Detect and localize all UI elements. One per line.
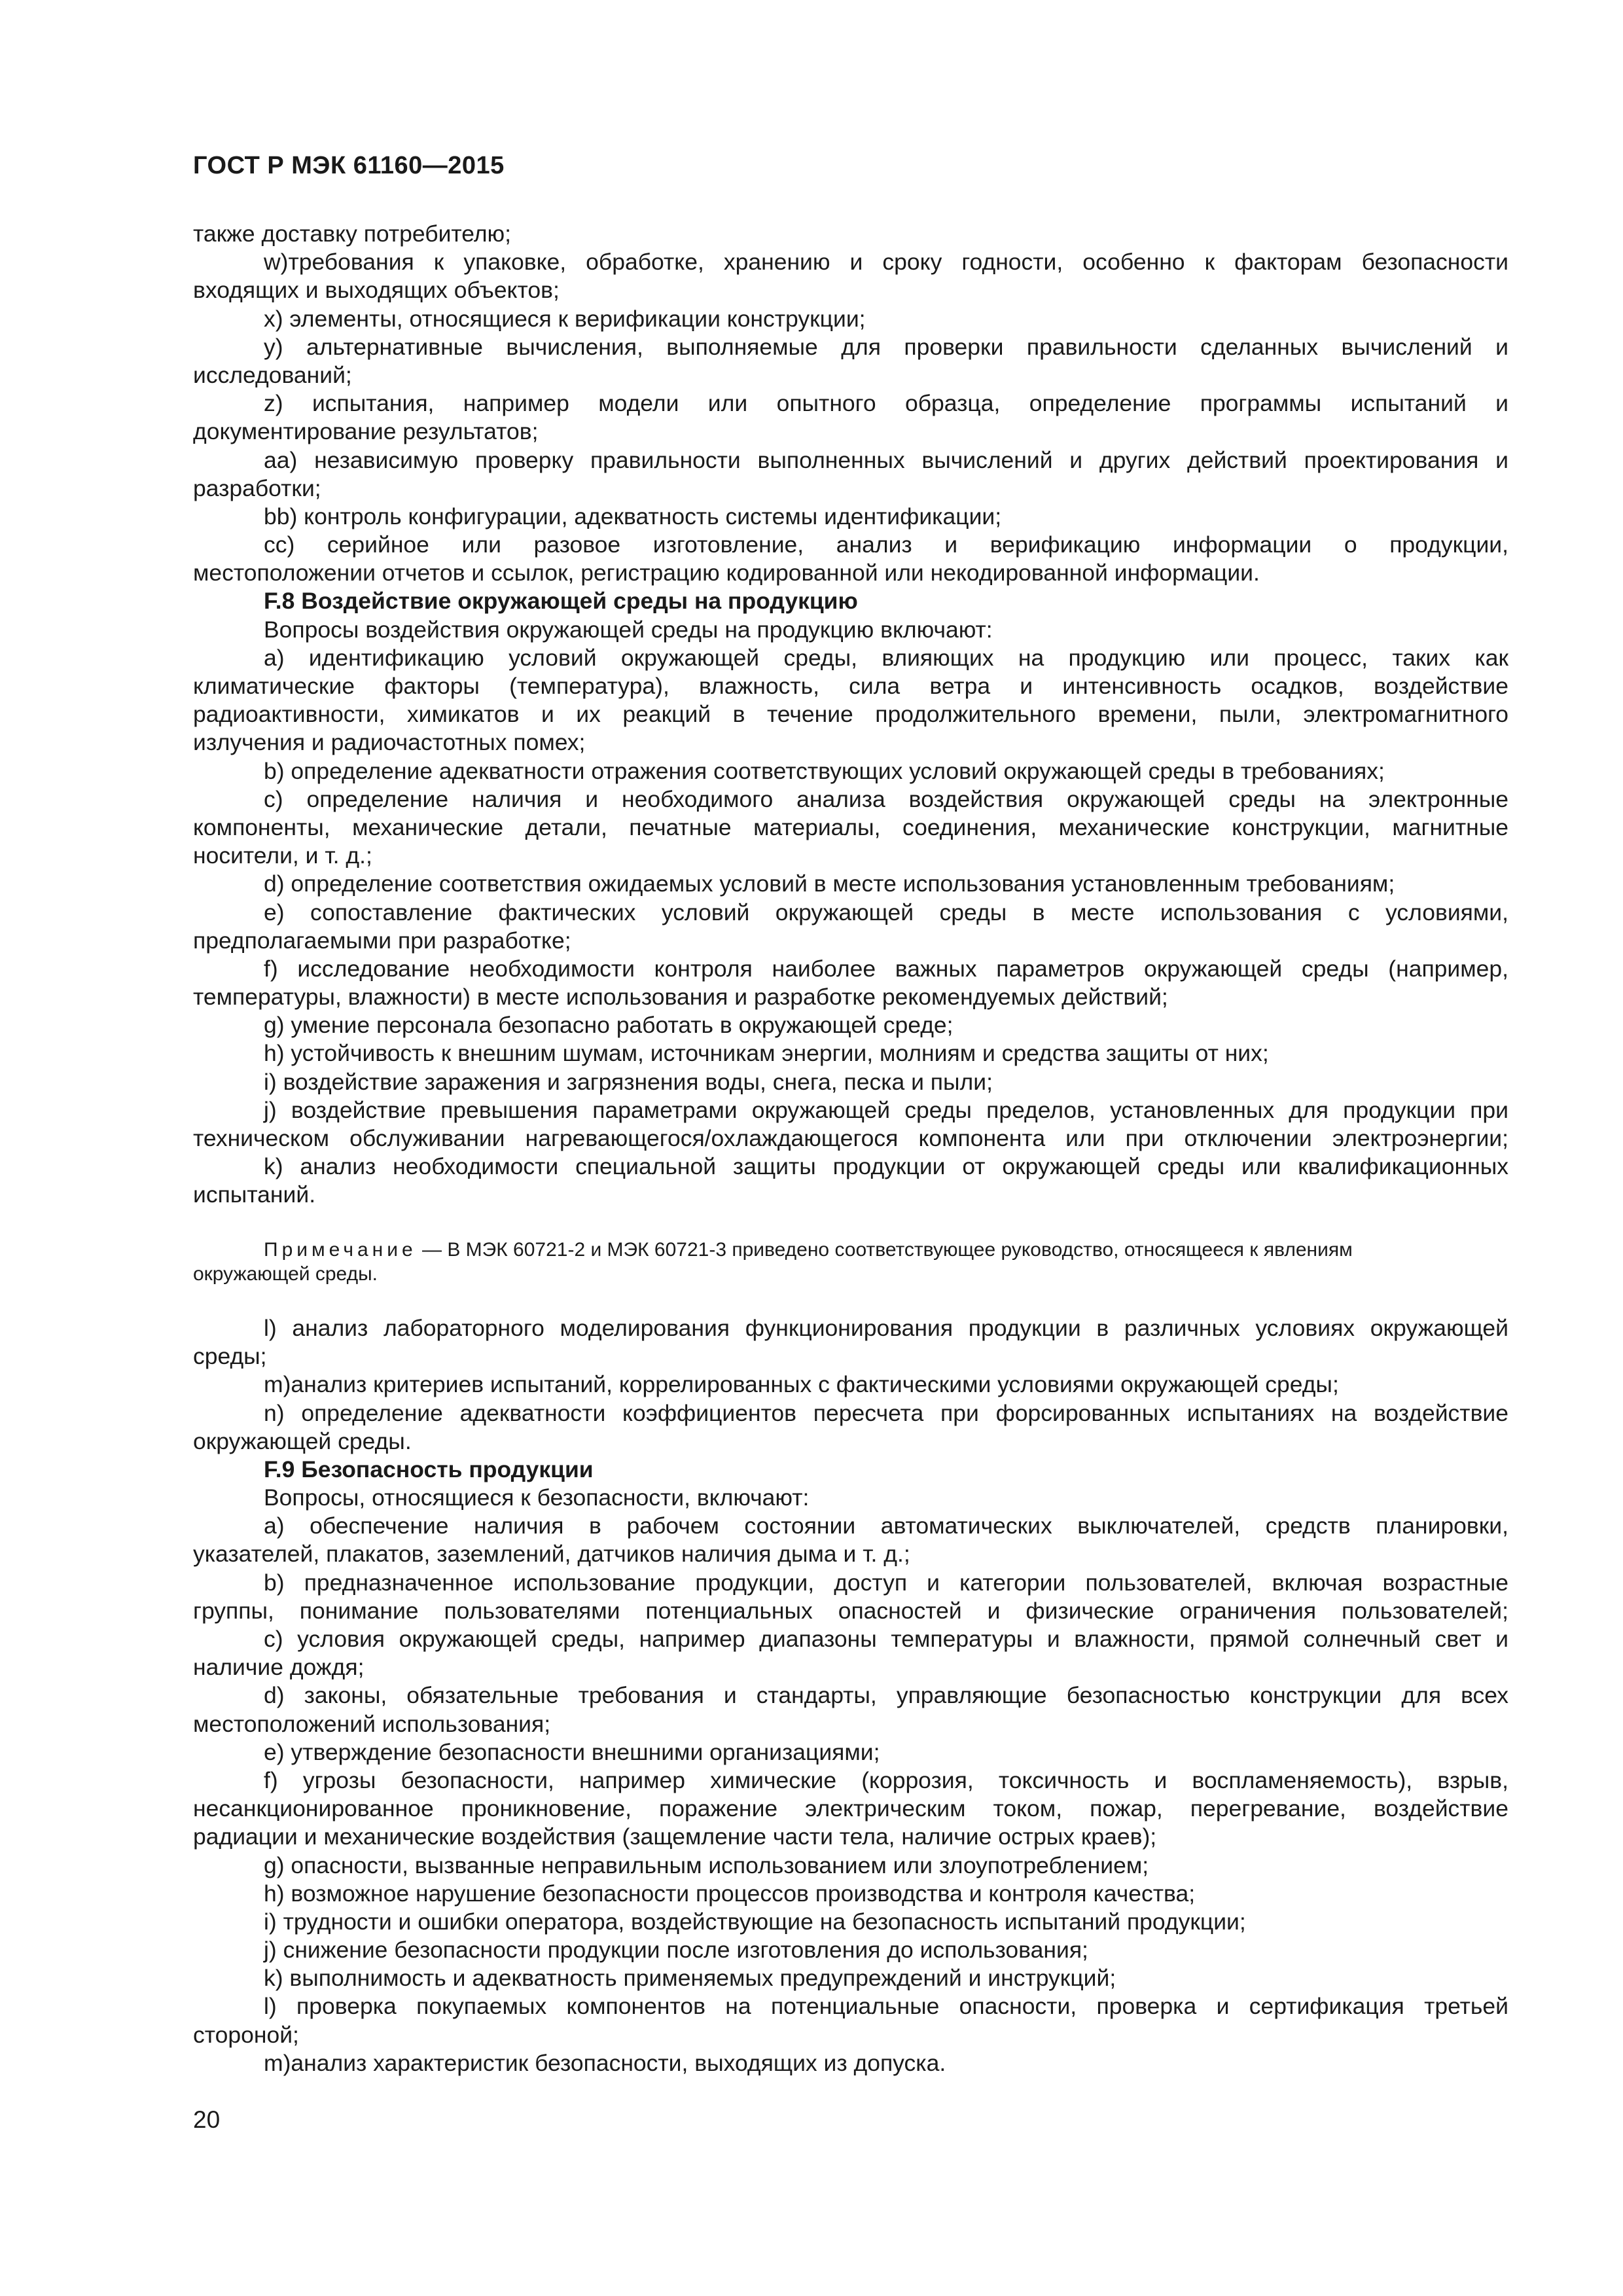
text-line: радиации и механические воздействия (защемление части тела, наличие острых краев); bbox=[193, 1823, 1157, 1850]
text-line: d) законы, обязательные требования и стандарты, управляющие безопасностью конструкции для всех bbox=[264, 1682, 1508, 1709]
text-line: z) испытания, например модели или опытного образца, определение программы испытаний и bbox=[264, 390, 1508, 417]
text-line: окружающей среды. bbox=[193, 1427, 412, 1454]
text-line: j) снижение безопасности продукции после изготовления до использования; bbox=[264, 1937, 1088, 1964]
text-line: Вопросы воздействия окружающей среды на продукцию включают: bbox=[264, 616, 993, 643]
note-text: — В МЭК 60721-2 и МЭК 60721-3 приведено соответствующее руководство, относящееся к явлениям bbox=[416, 1238, 1353, 1261]
text-line: w)требования к упаковке, обработке, хранению и сроку годности, особенно к факторам безопасности bbox=[264, 249, 1508, 276]
text-line: местоположении отчетов и ссылок, регистрацию кодированной или некодированной информации. bbox=[193, 560, 1260, 586]
text-line: группы, понимание пользователями потенциальных опасностей и физические ограничения пользователей; bbox=[193, 1597, 1508, 1624]
page-number: 20 bbox=[193, 2106, 221, 2133]
text-line: k) выполнимость и адекватность применяемых предупреждений и инструкций; bbox=[264, 1965, 1116, 1992]
text-line: указателей, плакатов, заземлений, датчиков наличия дыма и т. д.; bbox=[193, 1541, 910, 1568]
list-continuation bbox=[193, 220, 1508, 587]
text-line: документирование результатов; bbox=[193, 418, 539, 445]
document-body bbox=[193, 220, 1508, 2077]
text-line: l) проверка покупаемых компонентов на потенциальные опасности, проверка и сертификация третьей bbox=[264, 1993, 1508, 2020]
text-line: входящих и выходящих объектов; bbox=[193, 277, 560, 304]
text-line: стороной; bbox=[193, 2021, 299, 2048]
text-line: i) воздействие заражения и загрязнения воды, снега, песка и пыли; bbox=[264, 1068, 993, 1095]
text-line: n) определение адекватности коэффициентов пересчета при форсированных испытаниях на воздействие bbox=[264, 1399, 1508, 1426]
text-line: h) возможное нарушение безопасности процессов производства и контроля качества; bbox=[264, 1880, 1196, 1907]
text-line: исследований; bbox=[193, 361, 352, 388]
text-line: компоненты, механические детали, печатные материалы, соединения, механические конструкции, магнитные bbox=[193, 814, 1508, 840]
text-line: e) сопоставление фактических условий окружающей среды в месте использования с условиями, bbox=[264, 899, 1508, 925]
document-header: ГОСТ Р МЭК 61160—2015 bbox=[193, 152, 505, 179]
section-f8-list bbox=[193, 616, 1508, 1210]
text-line: b) определение адекватности отражения соответствующих условий окружающей среды в требованиях; bbox=[264, 757, 1385, 784]
section-f9-list bbox=[193, 1484, 1508, 2077]
text-line: радиоактивности, химикатов и их реакций в течение продолжительного времени, пыли, электромагнитного bbox=[193, 701, 1508, 728]
text-line: k) анализ необходимости специальной защиты продукции от окружающей среды или квалификационных bbox=[264, 1153, 1508, 1180]
text-line: c) определение наличия и необходимого анализа воздействия окружающей среды на электронные bbox=[264, 785, 1508, 812]
text-line: a) идентификацию условий окружающей среды, влияющих на продукцию или процесс, таких как bbox=[264, 644, 1508, 671]
text-line: также доставку потребителю; bbox=[193, 221, 512, 247]
text-line: aa) независимую проверку правильности выполненных вычислений и других действий проектирования и bbox=[264, 446, 1508, 473]
section-heading-f8: F.8 Воздействие окружающей среды на продукцию bbox=[264, 588, 858, 615]
spacer bbox=[193, 1286, 1508, 1314]
text-line: климатические факторы (температура), влажность, сила ветра и интенсивность осадков, воздействие bbox=[193, 673, 1508, 699]
text-line: d) определение соответствия ожидаемых условий в месте использования установленным требованиям; bbox=[264, 870, 1395, 897]
text-line: местоположений использования; bbox=[193, 1710, 551, 1737]
note-line: окружающей среды. bbox=[193, 1263, 378, 1285]
text-line: l) анализ лабораторного моделирования функционирования продукции в различных условиях окружающей bbox=[264, 1314, 1508, 1341]
text-line: m)анализ характеристик безопасности, выходящих из допуска. bbox=[264, 2049, 946, 2076]
list-continuation-2 bbox=[193, 1314, 1508, 1456]
text-line: испытаний. bbox=[193, 1181, 316, 1208]
note-line bbox=[193, 1238, 1508, 1262]
text-line: температуры, влажности) в месте использования и разработке рекомендуемых действий; bbox=[193, 984, 1168, 1011]
text-line: g) умение персонала безопасно работать в окружающей среде; bbox=[264, 1012, 954, 1039]
text-line: носители, и т. д.; bbox=[193, 842, 372, 869]
text-line: e) утверждение безопасности внешними организациями; bbox=[264, 1738, 880, 1765]
text-line: j) воздействие превышения параметрами окружающей среды пределов, установленных для продукции при bbox=[264, 1096, 1508, 1123]
text-line: h) устойчивость к внешним шумам, источникам энергии, молниям и средства защиты от них; bbox=[264, 1040, 1269, 1067]
text-line: f) исследование необходимости контроля наиболее важных параметров окружающей среды (например, bbox=[264, 955, 1508, 982]
text-line: предполагаемыми при разработке; bbox=[193, 927, 571, 954]
text-line: Вопросы, относящиеся к безопасности, включают: bbox=[264, 1484, 810, 1511]
text-line: x) элементы, относящиеся к верификации конструкции; bbox=[264, 305, 866, 332]
text-line: наличие дождя; bbox=[193, 1654, 365, 1681]
text-line: cc) серийное или разовое изготовление, анализ и верификацию информации о продукции, bbox=[264, 531, 1508, 558]
text-line: f) угрозы безопасности, например химические (коррозия, токсичность и воспламеняемость), взрыв, bbox=[264, 1767, 1508, 1793]
text-line: i) трудности и ошибки оператора, воздействующие на безопасность испытаний продукции; bbox=[264, 1908, 1246, 1935]
text-line: излучения и радиочастотных помех; bbox=[193, 729, 586, 756]
text-line: g) опасности, вызванные неправильным использованием или злоупотреблением; bbox=[264, 1852, 1149, 1878]
text-line: b) предназначенное использование продукции, доступ и категории пользователей, включая возрастные bbox=[264, 1569, 1508, 1596]
text-line: среды; bbox=[193, 1343, 267, 1370]
text-line: разработки; bbox=[193, 475, 321, 501]
text-line: m)анализ критериев испытаний, коррелированных с фактическими условиями окружающей среды; bbox=[264, 1371, 1339, 1398]
section-heading-f9: F.9 Безопасность продукции bbox=[264, 1456, 594, 1482]
text-line: y) альтернативные вычисления, выполняемые для проверки правильности сделанных вычислений и bbox=[264, 333, 1508, 360]
text-line: техническом обслуживании нагревающегося/охлаждающегося компонента или при отключении электроэнергии; bbox=[193, 1125, 1508, 1151]
spacer bbox=[193, 1210, 1508, 1238]
note-block bbox=[193, 1238, 1508, 1286]
text-line: a) обеспечение наличия в рабочем состоянии автоматических выключателей, средств планировки, bbox=[264, 1513, 1508, 1539]
text-line: несанкционированное проникновение, поражение электрическим током, пожар, перегревание, воздействие bbox=[193, 1795, 1508, 1822]
text-line: bb) контроль конфигурации, адекватность системы идентификации; bbox=[264, 503, 1002, 529]
note-label: Примечание bbox=[264, 1238, 417, 1261]
text-line: c) условия окружающей среды, например диапазоны температуры и влажности, прямой солнечный свет и bbox=[264, 1626, 1508, 1652]
